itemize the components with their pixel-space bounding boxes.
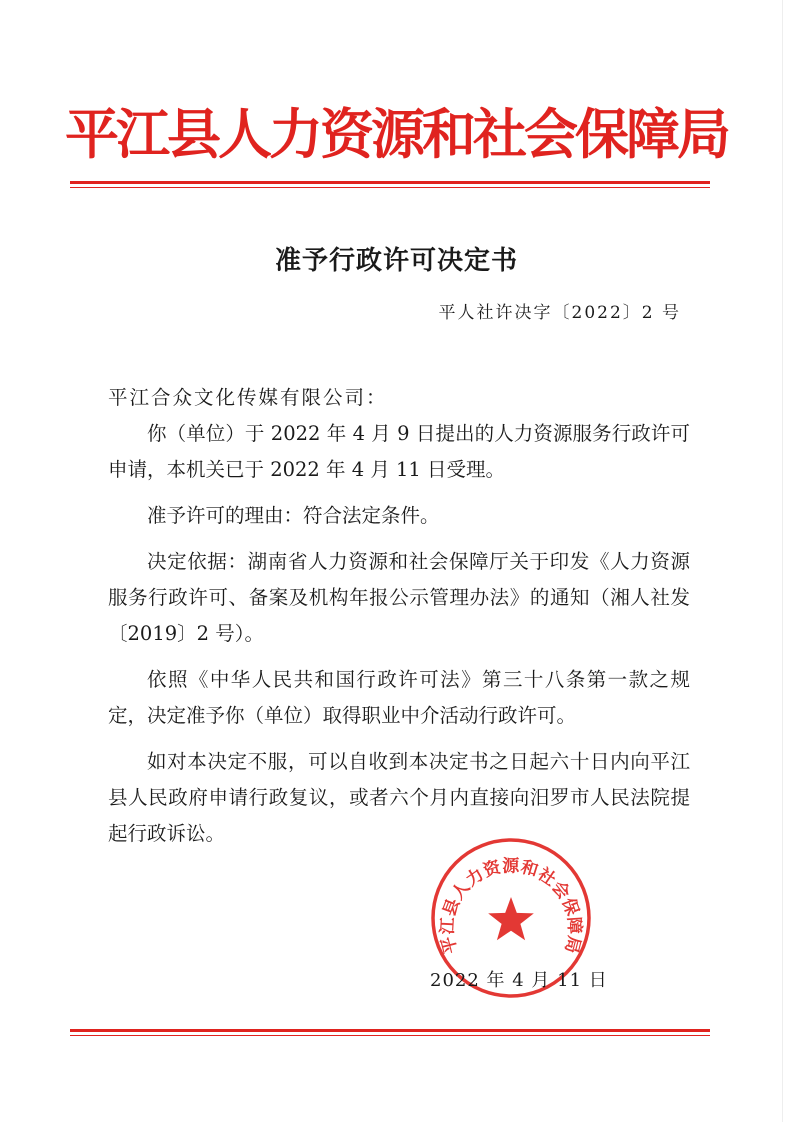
addressee: 平江合众文化传媒有限公司： — [108, 386, 388, 409]
footer-red-rule — [70, 1029, 710, 1036]
paragraph-reason: 准予许可的理由：符合法定条件。 — [147, 504, 440, 527]
paragraph-application: 你（单位）于 2022 年 4 月 9 日提出的人力资源服务行政许可申请，本机关已于 2022 年 4 月 11 日受理。 — [108, 422, 690, 481]
seal-text: 平江县人力资源和社会保障局 — [437, 856, 585, 956]
paragraph-basis: 决定依据：湖南省人力资源和社会保障厅关于印发《人力资源服务行政许可、备案及机构年报公示管理办法》的通知（湘人社发〔2019〕2 号）。 — [108, 550, 690, 645]
scan-edge-line — [782, 0, 783, 1122]
paragraph-decision: 依照《中华人民共和国行政许可法》第三十八条第一款之规定，决定准予你（单位）取得职业中介活动行政许可。 — [108, 668, 690, 727]
document-title: 准予行政许可决定书 — [274, 246, 518, 276]
header-red-rule — [70, 181, 710, 188]
paragraph-appeal: 如对本决定不服，可以自收到本决定书之日起六十日内向平江县人民政府申请行政复议，或者六个月内直接向汨罗市人民法院提起行政诉讼。 — [108, 750, 690, 845]
document-date: 2022 年 4 月 11 日 — [430, 970, 608, 991]
seal-star-icon — [488, 897, 534, 940]
agency-header-title: 平江县人力资源和社会保障局 — [65, 102, 728, 166]
document-body — [108, 416, 690, 862]
document-number: 平人社许决字〔2022〕2 号 — [438, 303, 681, 323]
